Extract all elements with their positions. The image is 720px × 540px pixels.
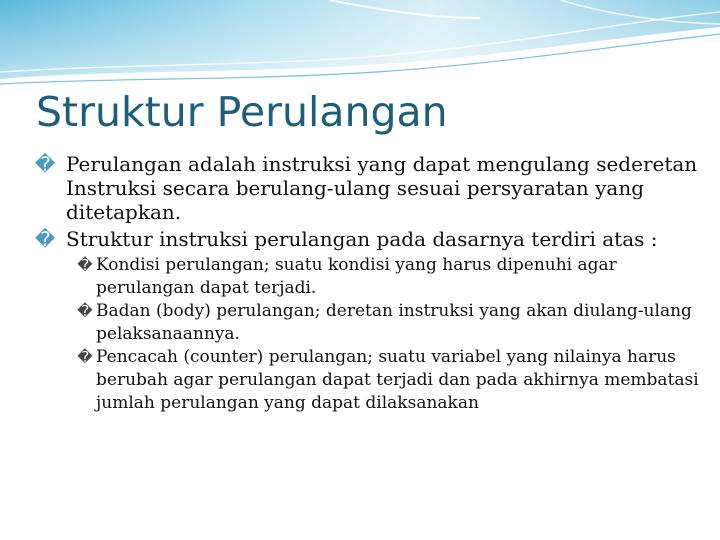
sub-bullet-point — [32, 254, 702, 300]
bullet-point — [32, 152, 702, 224]
header-wave-banner — [0, 0, 720, 90]
slide-title: Struktur Perulangan — [36, 88, 448, 136]
sub-bullet-text: Badan (body) perulangan; deretan instruksi yang akan diulang-ulang pelaksanaannya. — [96, 301, 692, 344]
sub-bullet-icon: � — [77, 348, 93, 366]
sub-bullet-text: Pencacah (counter) perulangan; suatu variabel yang nilainya harus berubah agar perulangan dapat terjadi dan pada akhirnya membatasi jumlah perulangan yang dapat dilaksanakan — [96, 347, 699, 413]
sub-bullet-point — [32, 346, 702, 415]
bullet-icon: � — [34, 152, 56, 176]
bullet-text: Struktur instruksi perulangan pada dasarnya terdiri atas : — [66, 227, 658, 251]
sub-bullet-icon: � — [77, 256, 93, 274]
sub-bullet-icon: � — [77, 302, 93, 320]
sub-bullet-point — [32, 300, 702, 346]
bullet-icon: � — [34, 227, 56, 251]
bullet-point — [32, 227, 702, 251]
slide-body — [32, 152, 702, 415]
bullet-text: Perulangan adalah instruksi yang dapat mengulang sederetan Instruksi secara berulang-ulang sesuai persyaratan yang ditetapkan. — [66, 152, 698, 224]
sub-bullet-text: Kondisi perulangan; suatu kondisi yang harus dipenuhi agar perulangan dapat terjadi. — [96, 255, 617, 298]
